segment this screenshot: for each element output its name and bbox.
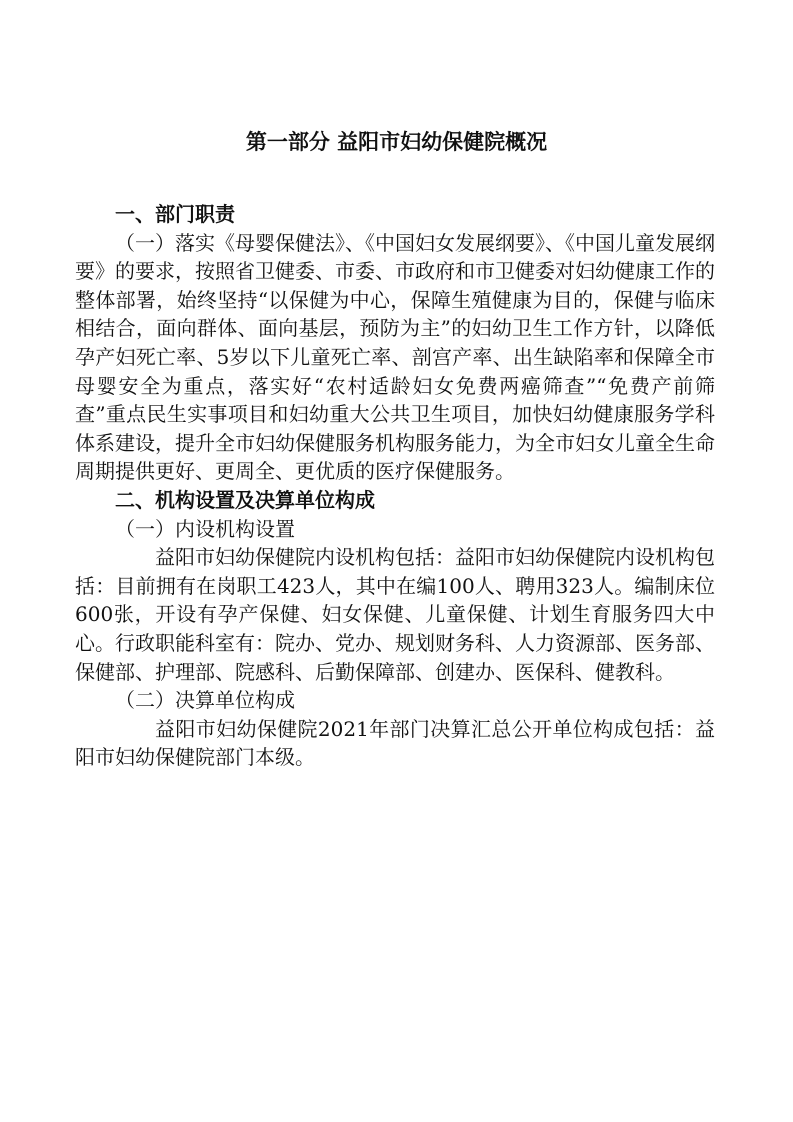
units-paragraph: 益阳市妇幼保健院2021年部门决算汇总公开单位构成包括：益阳市妇幼保健院部门本级。 — [75, 716, 715, 770]
section-heading-organization: 二、机构设置及决算单位构成 — [115, 487, 375, 512]
duties-paragraph: （一）落实《母婴保健法》、《中国妇女发展纲要》、《中国儿童发展纲要》的要求，按照省卫健委、市委、市政府和市卫健委对妇幼健康工作的整体部署，始终坚持“以保健为中心，保障生殖健康为目的，保健与临床相结合，面向群体、面向基层，预防为主”的妇幼卫生工作方针，以降低孕产妇死亡率、5岁以下儿童死亡率、剖宫产率、出生缺陷率和保障全市母婴安全为重点，落实好“农村适龄妇女免费两癌筛查”“免费产前筛查”重点民生实事项目和妇幼重大公共卫生项目，加快妇幼健康服务学科体系建设，提升全市妇幼保健服务机构服务能力，为全市妇女儿童全生命周期提供更好、更周全、更优质的医疗保健服务。 — [75, 230, 715, 484]
internal-structure-paragraph: 益阳市妇幼保健院内设机构包括：益阳市妇幼保健院内设机构包括：目前拥有在岗职工423人，其中在编100人、聘用323人。编制床位600张，开设有孕产保健、妇女保健、儿童保健、计划生育服务四大中心。行政职能科室有：院办、党办、规划财务科、人力资源部、医务部、保健部、护理部、院感科、后勤保障部、创建办、医保科、健教科。 — [75, 545, 715, 684]
section-heading-duties: 一、部门职责 — [115, 202, 235, 226]
page-title: 第一部分 益阳市妇幼保健院概况 — [245, 130, 548, 154]
document-body — [75, 200, 715, 772]
subsection-heading-units: （二）决算单位构成 — [115, 688, 295, 713]
subsection-heading-internal: （一）内设机构设置 — [115, 516, 295, 541]
